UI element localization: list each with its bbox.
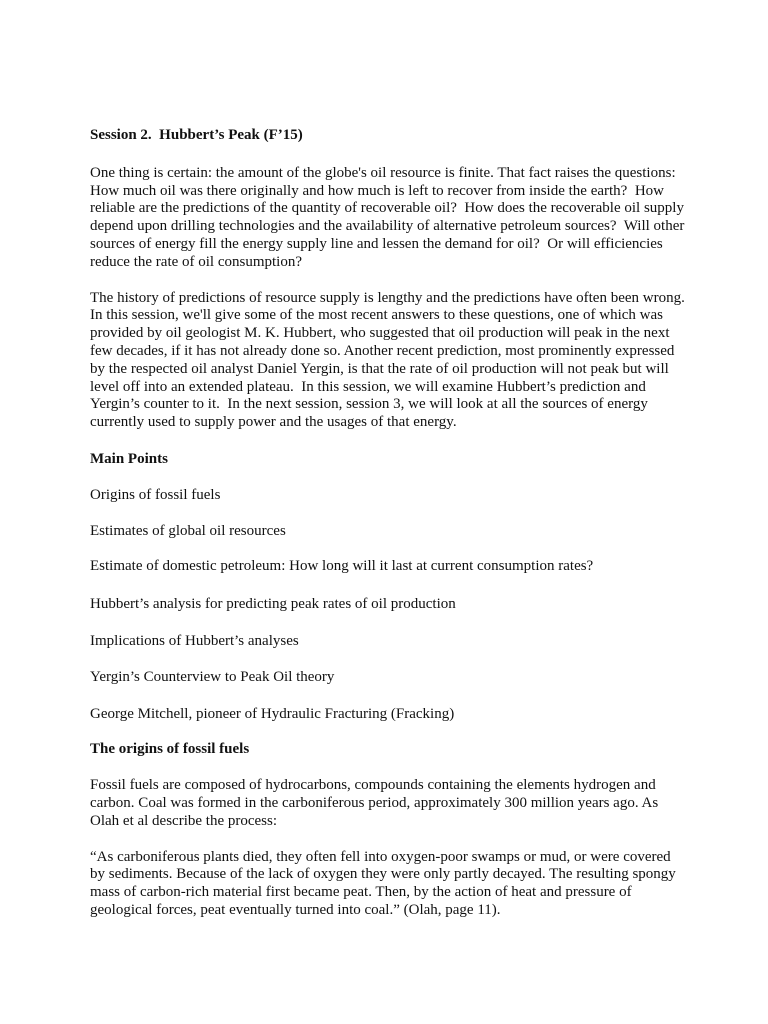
main-point-item: Hubbert’s analysis for predicting peak rates of oil production <box>90 596 456 613</box>
main-point-item: Origins of fossil fuels <box>90 486 221 503</box>
intro-paragraph-2: The history of predictions of resource supply is lengthy and the predictions have often been wrong. In this session, we'll give some of the most recent answers to these questions, one of which was provided by oil geologist M. K. Hubbert, who suggested that oil production will peak in the next few decades, if it has not already done so. Another recent prediction, most prominently expressed by the respected oil analyst Daniel Yergin, is that the rate of oil production will not peak but will level off into an extended plateau. In this session, we will examine Hubbert’s prediction and Yergin’s counter to it. In the next session, session 3, we will look at all the sources of energy currently used to supply power and the usages of that energy. <box>90 289 689 431</box>
main-point-item: Estimates of global oil resources <box>90 522 286 539</box>
main-point-item: Estimate of domestic petroleum: How long will it last at current consumption rates? <box>90 558 594 575</box>
main-points-heading: Main Points <box>90 450 168 467</box>
main-point-item: Yergin’s Counterview to Peak Oil theory <box>90 668 335 685</box>
origins-heading: The origins of fossil fuels <box>90 741 250 758</box>
main-point-item: Implications of Hubbert’s analyses <box>90 632 299 649</box>
session-title: Session 2. Hubbert’s Peak (F’15) <box>90 127 303 143</box>
main-point-item: George Mitchell, pioneer of Hydraulic Fracturing (Fracking) <box>90 705 455 722</box>
intro-paragraph-1: One thing is certain: the amount of the globe's oil resource is finite. That fact raises the questions: How much oil was there originally and how much is left to recover from inside the earth? How reliable are the predictions of the quantity of recoverable oil? How does the recoverable oil supply depend upon drilling technologies and the availability of alternative petroleum sources? Will other sources of energy fill the energy supply line and lessen the demand for oil? Or will efficiencies reduce the rate of oil consumption? <box>90 164 689 270</box>
quote-paragraph: “As carboniferous plants died, they often fell into oxygen-poor swamps or mud, or were covered by sediments. Because of the lack of oxygen they were only partly decayed. The resulting spongy mass of carbon-rich material first became peat. Then, by the action of heat and pressure of geological forces, peat eventually turned into coal.” (Olah, page 11). <box>90 848 680 918</box>
document-body <box>90 127 689 920</box>
origins-paragraph: Fossil fuels are composed of hydrocarbons, compounds containing the elements hydrogen and carbon. Coal was formed in the carboniferous period, approximately 300 million years ago. As Olah et al describe the process: <box>90 777 662 829</box>
